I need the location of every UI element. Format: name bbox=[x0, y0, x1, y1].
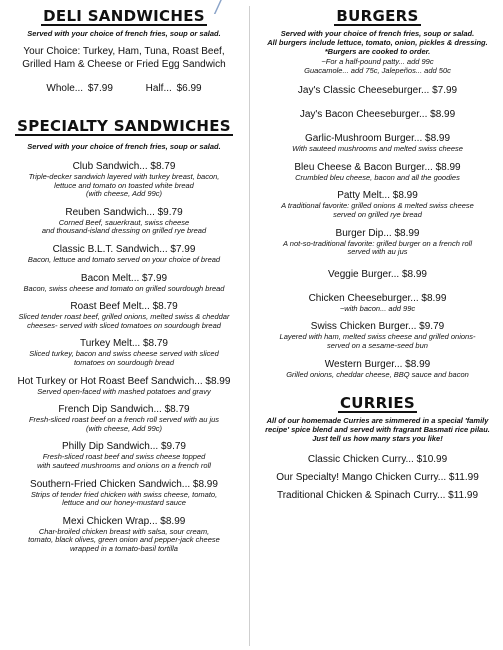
burgers-addon-line: Guacamole... add 75c, Jalepeños... add 50c bbox=[304, 65, 451, 75]
menu-item bbox=[0, 441, 248, 470]
right-column bbox=[252, 0, 503, 501]
menu-item-name: Chicken Cheeseburger... $8.99 bbox=[308, 292, 447, 304]
curry-item: Traditional Chicken & Spinach Curry... $11.99 bbox=[276, 490, 479, 502]
left-column bbox=[0, 0, 248, 553]
column-divider bbox=[249, 6, 250, 646]
deli-choice-line: Your Choice: Turkey, Ham, Tuna, Roast Beef, bbox=[23, 46, 225, 57]
menu-item-description: served on a sesame-seed bun bbox=[327, 340, 428, 350]
menu-item bbox=[0, 376, 248, 397]
burgers-addons bbox=[252, 58, 503, 75]
menu-item-name: Swiss Chicken Burger... $9.79 bbox=[310, 321, 445, 333]
menu-item-description: ~with bacon... add 99c bbox=[339, 303, 416, 313]
menu-item-name: Mexi Chicken Wrap... $8.99 bbox=[62, 515, 186, 527]
deli-choice-line: Grilled Ham & Cheese or Fried Egg Sandwich bbox=[22, 59, 226, 70]
menu-item-name: Southern-Fried Chicken Sandwich... $8.99 bbox=[30, 478, 218, 490]
curry-item: Our Specialty! Mango Chicken Curry... $11.99 bbox=[276, 472, 479, 484]
menu-item-name: Patty Melt... $8.99 bbox=[337, 190, 418, 202]
menu-item-description: Sliced turkey, bacon and swiss cheese served with sliced bbox=[29, 349, 219, 359]
menu-item-description: Triple-decker sandwich layered with turkey breast, bacon, bbox=[28, 172, 220, 181]
menu-item-description: Strips of tender fried chicken with swiss cheese, tomato, bbox=[30, 489, 218, 499]
menu-item-description: with sauteed mushrooms and onions on a french roll bbox=[37, 460, 211, 470]
menu-item-description: wrapped in a tomato-basil tortilla bbox=[70, 543, 178, 553]
menu-item-name: Reuben Sandwich... $9.79 bbox=[65, 206, 183, 218]
burgers-subtitle-line: *Burgers are cooked to order. bbox=[324, 47, 431, 56]
logo-mark: / bbox=[215, 0, 221, 19]
menu-item bbox=[252, 228, 503, 257]
menu-item-description: tomato, black olives, green onion and pepper-jack cheese bbox=[28, 535, 220, 545]
menu-item-description: cheeses- served with sliced tomatoes on sourdough bread bbox=[27, 320, 221, 330]
menu-item-name: Jay's Bacon Cheeseburger... $8.99 bbox=[299, 109, 456, 121]
menu-item bbox=[0, 244, 248, 265]
menu-item bbox=[0, 273, 248, 294]
deli-prices bbox=[0, 83, 248, 94]
deli-title: DELI SANDWICHES bbox=[43, 7, 205, 25]
menu-item bbox=[252, 321, 503, 350]
menu-item-description: (with cheese, Add 99c) bbox=[85, 423, 162, 433]
menu-item bbox=[252, 269, 503, 281]
burgers-list bbox=[252, 85, 503, 379]
menu-item bbox=[0, 516, 248, 554]
menu-item bbox=[0, 479, 248, 508]
menu-item-description: Layered with ham, melted swiss cheese and grilled onions- bbox=[279, 332, 476, 342]
deli-subtitle: Served with your choice of french fries, soup or salad. bbox=[27, 29, 221, 38]
menu-item-description: Bacon, swiss cheese and tomato on grilled sourdough bread bbox=[23, 283, 225, 293]
menu-item-description: A not-so-traditional favorite: grilled burger on a french roll bbox=[283, 238, 472, 248]
menu-item bbox=[0, 207, 248, 236]
menu-item-description: and thousand-island dressing on grilled rye bread bbox=[41, 226, 207, 236]
curry-item: Classic Chicken Curry... $10.99 bbox=[307, 454, 448, 466]
menu-item-description: Fresh-sliced roast beef and swiss cheese topped bbox=[42, 452, 206, 462]
menu-item-description: served with au jus bbox=[347, 247, 408, 257]
menu-item bbox=[252, 85, 503, 97]
menu-item-description: Sliced tender roast beef, grilled onions, melted swiss & cheddar bbox=[18, 312, 230, 322]
menu-item-name: Hot Turkey or Hot Roast Beef Sandwich... $8.99 bbox=[17, 375, 231, 387]
menu-item bbox=[252, 162, 503, 183]
menu-item-name: Classic B.L.T. Sandwich... $7.99 bbox=[52, 243, 196, 255]
menu-item-name: Burger Dip... $8.99 bbox=[335, 227, 420, 239]
menu-item bbox=[252, 133, 503, 154]
menu-item-description: lettuce and tomato on toasted white bread bbox=[54, 180, 194, 190]
curries-subtitle-line: All of our homemade Curries are simmered in a special 'family bbox=[266, 416, 489, 426]
curries-subtitle-line: recipe' spice blend and served with fragrant Basmati rice pilau. bbox=[265, 425, 490, 435]
menu-item-name: Bleu Cheese & Bacon Burger... $8.99 bbox=[294, 161, 461, 173]
menu-item-description: Grilled onions, cheddar cheese, BBQ sauce and bacon bbox=[286, 369, 469, 379]
menu-item-description: lettuce and our honey-mustard sauce bbox=[62, 498, 186, 508]
menu-item-description: Crumbled bleu cheese, bacon and all the goodies bbox=[295, 172, 460, 182]
menu-item-name: Club Sandwich... $8.79 bbox=[72, 161, 176, 172]
deli-whole-price: Whole... $7.99 bbox=[46, 83, 113, 94]
menu-item-name: Veggie Burger... $8.99 bbox=[328, 268, 427, 280]
menu-item bbox=[252, 359, 503, 380]
menu-item-description: A traditional favorite: grilled onions & melted swiss cheese bbox=[281, 201, 474, 211]
menu-item-name: Western Burger... $8.99 bbox=[324, 358, 431, 370]
menu-item bbox=[252, 190, 503, 219]
menu-item-name: Turkey Melt... $8.79 bbox=[80, 338, 168, 350]
menu-item-description: Char-broiled chicken breast with salsa, sour cream, bbox=[38, 526, 210, 536]
specialty-title: SPECIALTY SANDWICHES bbox=[17, 117, 231, 135]
menu-item bbox=[0, 338, 248, 367]
menu-item-name: French Dip Sandwich... $8.79 bbox=[58, 404, 190, 416]
menu-item-name: Garlic-Mushroom Burger... $8.99 bbox=[304, 133, 451, 145]
curries-title: CURRIES bbox=[339, 394, 416, 413]
menu-item bbox=[0, 301, 248, 330]
menu-item-description: Served open-faced with mashed potatoes and gravy bbox=[37, 386, 211, 396]
menu-item-description: tomatoes on sourdough bread bbox=[73, 357, 175, 367]
deli-choice bbox=[0, 45, 248, 71]
burgers-subtitle-line: Served with your choice of french fries, soup or salad. bbox=[280, 29, 475, 38]
specialty-list bbox=[0, 161, 248, 553]
curries-subtitle-line: Just tell us how many stars you like! bbox=[312, 434, 443, 444]
menu-item-description: (with cheese, Add 99c) bbox=[85, 189, 162, 199]
deli-half-price: Half... $6.99 bbox=[145, 83, 202, 94]
menu-item-name: Roast Beef Melt... $8.79 bbox=[70, 301, 178, 313]
burgers-title: BURGERS bbox=[336, 7, 419, 25]
menu-item-description: Corned Beef, sauerkraut, swiss cheese bbox=[58, 217, 190, 227]
menu-item-name: Philly Dip Sandwich... $9.79 bbox=[62, 441, 186, 453]
menu-item bbox=[252, 109, 503, 121]
menu-item bbox=[0, 161, 248, 199]
specialty-subtitle: Served with your choice of french fries, soup or salad. bbox=[27, 142, 221, 151]
burgers-subtitle bbox=[252, 29, 503, 56]
curries-subtitle bbox=[252, 416, 503, 443]
menu-item-description: Fresh-sliced roast beef on a french roll served with au jus bbox=[28, 415, 220, 425]
menu-item bbox=[0, 404, 248, 433]
burgers-subtitle-line: All burgers include lettuce, tomato, onion, pickles & dressing. bbox=[267, 38, 488, 47]
menu-item-description: served on grilled rye bread bbox=[333, 209, 422, 219]
menu-item-description: Bacon, lettuce and tomato served on your choice of bread bbox=[27, 254, 221, 264]
menu-item-name: Bacon Melt... $7.99 bbox=[80, 272, 168, 284]
menu-item-description: With sauteed mushrooms and melted swiss cheese bbox=[292, 144, 463, 154]
menu-item bbox=[252, 293, 503, 314]
burgers-addon-line: ~For a half-pound patty... add 99c bbox=[321, 57, 434, 66]
menu-item-name: Jay's Classic Cheeseburger... $7.99 bbox=[297, 85, 458, 97]
